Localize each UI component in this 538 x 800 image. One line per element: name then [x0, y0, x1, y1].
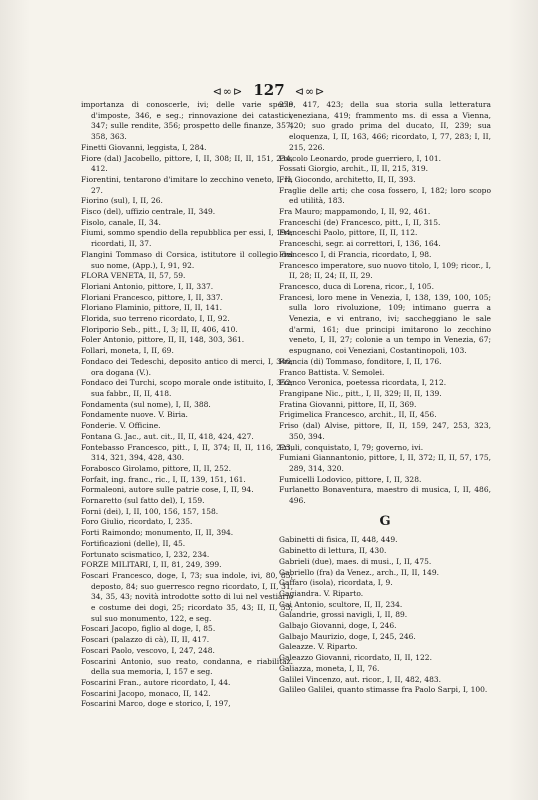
index-column-right: [279, 100, 491, 696]
index-entry: Francesi, loro mene in Venezia, I, 138, 139, 100, 105; sulla loro rivoluzione, 109; intimano guerra a Venezia, e vi entrano, ivi; saccheggiano le sale d'armi, 161; due principi imitarono lo zecchino veneto, I, II, 27; colonie a un tempo in Venezia, 67; espugnano, coi Veneziani, Costantinopoli, 103.: [279, 292, 491, 356]
index-entry: Finetti Giovanni, leggista, I, 284.: [81, 142, 207, 152]
index-entry: Gagiandra. V. Riparto.: [279, 588, 364, 598]
index-entry: Fiumi, sommo spendio della repubblica per essi, I, 194; ricordati, II, 37.: [81, 228, 293, 249]
index-entry: Francesco, duca di Lorena, ricor., I, 105.: [279, 281, 434, 291]
index-entry: Foscarini Antonio, suo reato, condanna, e riabilitaz. della sua memoria, I, 157 e seg.: [81, 656, 293, 677]
index-entry: Galbajo Maurizio, doge, I, 245, 246.: [279, 631, 416, 641]
index-entry: Galilei Vincenzo, aut. ricor., I, II, 482, 483.: [279, 674, 442, 684]
index-entry: Foscolo Leonardo, prode guerriero, I, 101.: [279, 153, 441, 163]
index-entry: Fondamente nuove. V. Biria.: [81, 410, 188, 420]
index-entry: Gabinetto di lettura, II, 430.: [279, 546, 387, 556]
index-entry: Gabrieli (due), maes. di musi., I, II, 475.: [279, 556, 432, 566]
index-entry: Fontebasso Francesco, pitt., I, II, 374; II, II, 116, 223, 314, 321, 394, 428, 430.: [81, 442, 293, 463]
index-entry: Friuli, conquistato, I, 79; governo, ivi.: [279, 442, 424, 452]
index-entry: Fondamenta (sul nome), I, II, 388.: [81, 399, 211, 409]
index-entry: Francesco I, di Francia, ricordato, I, 98.: [279, 249, 432, 259]
index-entry: Floriporio Seb., pitt., I, 3; II, II, 406, 410.: [81, 324, 238, 334]
index-entry: Floriano Flaminio, pittore, II, II, 141.: [81, 303, 223, 313]
index-entry: Franceschi (de) Francesco, pitt., I, II, 315.: [279, 217, 441, 227]
index-entry: FLORA VENETA, II, 57, 59.: [81, 271, 186, 281]
index-entry: Foler Antonio, pittore, II, II, 148, 303, 361.: [81, 335, 245, 345]
index-entry: Gabinetti di fisica, II, 448, 449.: [279, 535, 398, 545]
index-entry: Fiorino (sul), I, II, 26.: [81, 196, 163, 206]
index-entry: Friso (dal) Alvise, pittore, II, II, 159, 247, 253, 323, 350, 394.: [279, 421, 491, 441]
index-entry: Gaffaro (isola), ricordata, I, 9.: [279, 578, 393, 588]
index-entry: Furlanetto Bonaventura, maestro di musica, I, II, 486, 496.: [279, 485, 491, 506]
index-entry: Fisco (del), uffizio centrale, II, 349.: [81, 207, 216, 217]
index-entry: Foscari Jacopo, figlio al doge, I, 85.: [81, 624, 216, 634]
index-entry: Francesco imperatore, suo nuovo titolo, I, 109; ricor., I, II, 28; II, 24; II, II, 29.: [279, 260, 491, 281]
index-entry: Galileo Galilei, quanto stimasse fra Paolo Sarpi, I, 100.: [279, 685, 488, 695]
index-entry: Foscari (palazzo di cà), II, II, 417.: [81, 635, 210, 645]
index-entry: Foscari Francesco, doge, I, 73; sua indole, ivi, 80, 85; deposto, 84; suo guerresco regno ricordato, I, II, 31, 34, 35, 43; novità introdotte sotto di lui nel vestiario e costume dei dogi, 25; ricordato 35, 43; II, II, 53; sul suo monumento, 122, e seg.: [81, 570, 293, 623]
index-column-left: [81, 100, 293, 710]
index-entry: Galandrie, grossi navigli, I, II, 89.: [279, 610, 408, 620]
index-entry: Fornaretto (sul fatto del), I, 159.: [81, 496, 205, 506]
index-entry: Formaleoni, autore sulle patrie cose, I, II, 94.: [81, 485, 254, 495]
index-entry: Foro Giulio, ricordato, I, 235.: [81, 517, 193, 527]
index-entry: Foscarini Marco, doge e storico, I, 197,: [81, 699, 231, 709]
index-entry: Fortificazioni (delle), II, 45.: [81, 538, 186, 548]
index-entry: Gabriello (fra) da Venez., arch., II, II, 149.: [279, 567, 439, 577]
index-entry: Forfait, ing. franc., ric., I, II, 139, 151, 161.: [81, 474, 246, 484]
index-entry: Franco Battista. V. Semolei.: [279, 367, 385, 377]
section-letter-g: G: [379, 513, 391, 529]
index-entry: Fondaco dei Turchi, scopo morale onde istituito, I, 352; sua fabbr., II, II, 418.: [81, 378, 293, 398]
ornament-left: ⊲∞⊳: [212, 85, 244, 98]
ornament-right: ⊲∞⊳: [294, 85, 326, 98]
index-entry: Forni (dei), I, II, 100, 156, 157, 158.: [81, 506, 219, 516]
index-entry: Galiazza, moneta, I, II, 76.: [279, 663, 380, 673]
index-entry: Fraglie delle arti; che cosa fossero, I, 182; loro scopo ed utilità, 183.: [279, 185, 491, 206]
index-entry: Follari, moneta, I, II, 69.: [81, 346, 174, 356]
index-entry: Fumiani Giannantonio, pittore, I, II, 372; II, II, 57, 175, 289, 314, 320.: [279, 453, 491, 473]
index-entry: Francia (di) Tommaso, fonditore, I, II, 176.: [279, 356, 442, 366]
index-entry: Fiore (dal) Jacobello, pittore, I, II, 308; II, II, 151, 234, 412.: [81, 153, 293, 174]
index-entry: Foscarini Fran., autore ricordato, I, 44.: [81, 677, 231, 687]
index-entry: Galeazzo Giovanni, ricordato, II, II, 122.: [279, 653, 432, 663]
index-entry: Fratina Giovanni, pittore, II, II, 369.: [279, 399, 417, 409]
index-entry: Fra Giocondo, architetto, II, II, 393.: [279, 174, 416, 184]
index-entry: Fisolo, canale, II, 34.: [81, 217, 161, 227]
index-entry: Fortunato scismatico, I, 232, 234.: [81, 549, 210, 559]
index-entry: Fiorentini, tentarono d'imitare lo zecchino veneto, I, II, 27.: [81, 174, 293, 195]
index-entry: Frigimelica Francesco, archit., II, II, 456.: [279, 410, 437, 420]
index-entry: Forti Raimondo; monumento, II, II, 394.: [81, 528, 234, 538]
index-entry: Flangini Tommaso di Corsica, istitutore il collegio del suo nome, (App.), I, 91, 92.: [81, 249, 293, 270]
index-entry: Fontana G. Jac., aut. cit., II, II, 418, 424, 427.: [81, 431, 254, 441]
index-entry: Foscarini Jacopo, monaco, II, 142.: [81, 688, 211, 698]
index-entry: Floriani Francesco, pittore, I, II, 337.: [81, 292, 223, 302]
index-entries-g: [279, 535, 491, 696]
index-entry: Frangipane Nic., pitt., I, II, 329; II, II, 139.: [279, 388, 442, 398]
index-entry: Gai Antonio, scultore, II, II, 234.: [279, 599, 403, 609]
index-entries-f: [279, 100, 491, 507]
index-entry: Franceschi Paolo, pittore, II, II, 112.: [279, 228, 418, 238]
index-entry: Fumicelli Lodovico, pittore, I, II, 328.: [279, 474, 422, 484]
index-entry: FORZE MILITARI, I, II, 81, 249, 399.: [81, 560, 222, 570]
index-entry: Floriani Antonio, pittore, I, II, 337.: [81, 281, 214, 291]
index-entry: Foraboscο Girolamo, pittore, II, II, 252.: [81, 463, 232, 473]
index-entry: Fossati Giorgio, archit., II, II, 215, 319.: [279, 164, 429, 174]
index-entry: Galbajo Giovanni, doge, I, 246.: [279, 621, 397, 631]
index-entry: Fonderie. V. Officine.: [81, 421, 161, 431]
index-entry: importanza di conoscerle, ivi; delle varie specie d'imposte, 346, e seg.; rinnovazione dei catastici, 347; sulle rendite, 356; prospetto delle finanze, 357, 358, 363.: [81, 100, 293, 142]
index-entry: Franceschi, segr. ai correttori, I, 136, 164.: [279, 239, 441, 249]
index-entry: Fra Mauro; mappamondo, I, II, 92, 461.: [279, 207, 431, 217]
index-entry: Foscari Paolo, vescovo, I, 247, 248.: [81, 645, 215, 655]
page-number: 127: [253, 81, 285, 99]
index-entry: Galeazze. V. Riparto.: [279, 642, 358, 652]
page-header: [0, 82, 538, 100]
index-entry: Florida, suo terreno ricordato, I, II, 92.: [81, 314, 230, 324]
index-entry: 279, 417, 423; della sua storia sulla letteratura veneziana, 419; frammento ms. di essa a Vienna, 420; suo grado prima del ducato, II, 239; sua eloquenza, I, II, 163, 466; ricordato, I, 77, 283; I, II, 215, 226.: [279, 100, 491, 152]
index-entry: Fondaco dei Tedeschi, deposito antico di merci, I, 346; ora dogana (V.).: [81, 356, 293, 377]
index-entry: Franco Veronica, poetessa ricordata, I, 212.: [279, 378, 447, 388]
